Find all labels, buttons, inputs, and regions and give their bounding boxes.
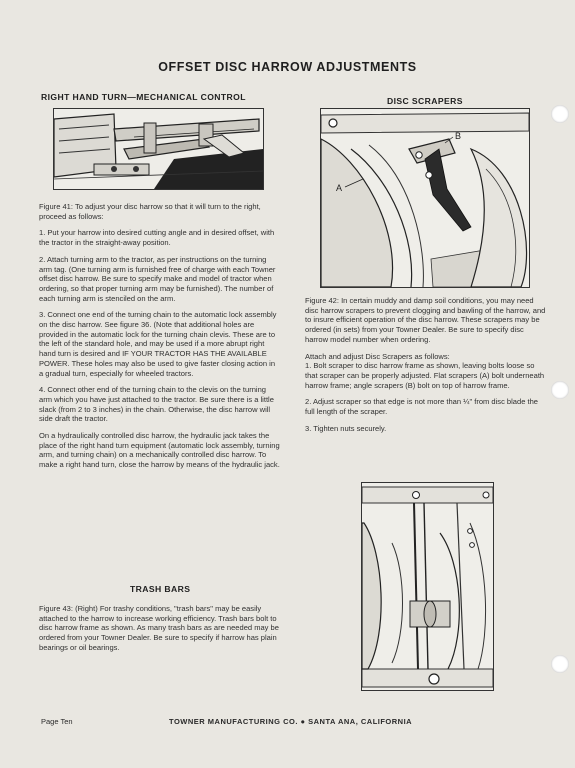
paragraph: On a hydraulically controlled disc harrow, the hydraulic jack takes the place of the right hand turn equipment (automatic lock assembly, turning arm, and turning chain) on a mechanically controlled disc harrow. To make a right hand turn, close the harrow by means of the hydraulic jack. xyxy=(39,431,280,470)
figure-label-b: B xyxy=(455,131,462,141)
publisher-line: TOWNER MANUFACTURING CO. ● SANTA ANA, CALIFORNIA xyxy=(169,717,413,726)
section-heading-right-hand-turn: RIGHT HAND TURN—MECHANICAL CONTROL xyxy=(41,92,246,102)
page-number: Page Ten xyxy=(41,717,73,726)
figure-43-image xyxy=(361,482,494,691)
paragraph: Attach and adjust Disc Scrapers as follows: 1. Bolt scraper to disc harrow frame as shown, leaving bolts loose so that scraper can be properly adjusted. Flat scrapers (A) bolt underneath harrow frame; angle scrapers (B) bolt on top of harrow frame. xyxy=(305,351,545,390)
paragraph: 2. Adjust scraper so that edge is not more than ¼" from disc blade the full length of the scraper. xyxy=(305,397,538,417)
paragraph: 4. Connect other end of the turning chain to the clevis on the turning arm which you have just attached to the tractor. Be sure there is a little slack (from 2 to 3 inches) in the chain. Otherwise, the disc harrow will side draft the tractor. xyxy=(39,385,274,424)
section-heading-disc-scrapers: DISC SCRAPERS xyxy=(387,96,463,106)
right-hand-turn-text xyxy=(39,202,281,477)
paragraph: Figure 41: To adjust your disc harrow so that it will turn to the right, proceed as follows: xyxy=(39,202,261,221)
figure-42-image xyxy=(320,108,530,288)
paragraph: Figure 42: In certain muddy and damp soil conditions, you may need disc harrow scrapers to prevent clogging and bawling of the harrow, and to insure efficient operation of the disc harrow. These scrapers may be ordered (in sets) from your Towner Dealer. Be sure to specify disc harrow model number when ordering. xyxy=(305,296,546,344)
paragraph: 1. Put your harrow into desired cutting angle and in desired offset, with the tractor in the straight-away position. xyxy=(39,228,275,248)
paragraph: 2. Attach turning arm to the tractor, as per instructions on the turning arm tag. (One turning arm is furnished free of charge with each Towner offset disc harrow. Be sure to specify make and model of tractor when ordering, so that proper turning arm may be furnished). The number of each turning arm is stenciled on the arm. xyxy=(39,254,276,303)
page-title: OFFSET DISC HARROW ADJUSTMENTS xyxy=(158,60,417,74)
binder-hole xyxy=(551,655,569,673)
binder-hole xyxy=(551,105,569,123)
paragraph: 3. Connect one end of the turning chain to the automatic lock assembly on the disc harrow. See figure 36. (Note that additional holes are provided in the automatic lock for the turning chain clevis. These are to the left of the standard hole, and may be used if a more abrupt right hand turn is desired and IF YOUR TRACTOR HAS THE AVAILABLE POWER. These holes may also be used to give faster closing action in a gradual turn, especially for wheeled tractors. xyxy=(39,310,277,378)
trash-bars-text xyxy=(39,604,281,660)
figure-41-image xyxy=(53,108,264,190)
binder-hole xyxy=(551,381,569,399)
disc-scrapers-text xyxy=(305,296,548,440)
section-heading-trash-bars: TRASH BARS xyxy=(130,584,191,594)
paragraph: Figure 43: (Right) For trashy conditions, "trash bars" may be easily attached to the harrow to increase working efficiency. Trash bars bolt to disc harrow frame as shown. As many trash bars as are needed may be ordered from your Towner Dealer. Be sure to specify if harrow has plain bearings or oil bearings. xyxy=(39,604,279,652)
figure-label-a: A xyxy=(336,183,343,193)
paragraph: 3. Tighten nuts securely. xyxy=(305,423,387,433)
